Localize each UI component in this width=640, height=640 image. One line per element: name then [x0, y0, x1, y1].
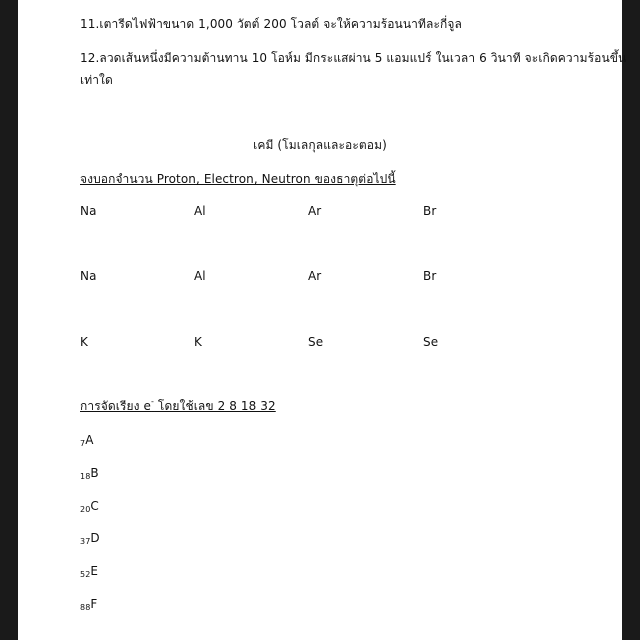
document-page — [18, 0, 627, 640]
element-cell: Na — [80, 204, 97, 218]
config-item — [80, 530, 100, 546]
config-item — [80, 498, 99, 514]
atomic-number: 52 — [80, 570, 91, 579]
element-symbol: C — [90, 499, 99, 513]
atomic-number: 7 — [80, 439, 86, 448]
element-symbol: A — [85, 433, 94, 447]
question-12-line1: 12.ลวดเส้นหนึ่งมีความต้านทาน 10 โอห์ม มีกระแสผ่าน 5 แอมแปร์ ในเวลา 6 วินาที จะเกิดความร้อนขึ้น — [80, 51, 627, 65]
element-cell: Se — [308, 335, 324, 349]
element-cell: K — [80, 335, 88, 349]
question-12-line2: เท่าใด — [80, 73, 113, 87]
config-heading-sup: - — [151, 397, 155, 406]
element-symbol: D — [90, 531, 100, 545]
element-symbol: F — [90, 597, 98, 611]
element-cell: Se — [423, 335, 439, 349]
element-cell: Ar — [308, 269, 322, 283]
element-cell: Br — [423, 269, 437, 283]
element-cell: Al — [194, 204, 206, 218]
particles-heading: จงบอกจำนวน Proton, Electron, Neutron ของธาตุต่อไปนี้ — [80, 172, 396, 186]
config-heading — [80, 398, 276, 414]
config-heading-pre: การจัดเรียง e — [80, 399, 152, 413]
element-cell: Al — [194, 269, 206, 283]
element-symbol: B — [90, 466, 99, 480]
element-cell: Na — [80, 269, 97, 283]
element-cell: Br — [423, 204, 437, 218]
element-cell: K — [194, 335, 202, 349]
atomic-number: 20 — [80, 505, 91, 514]
atomic-number: 37 — [80, 537, 91, 546]
config-item — [80, 432, 94, 448]
question-11: 11.เตารีดไฟฟ้าขนาด 1,000 วัตต์ 200 โวลต์ จะให้ความร้อนนาทีละกี่จูล — [80, 17, 462, 31]
section-title: เคมี (โมเลกุลและอะตอม) — [253, 138, 387, 152]
element-cell: Ar — [308, 204, 322, 218]
config-item — [80, 563, 98, 579]
config-heading-post: โดยใช้เลข 2 8 18 32 — [154, 399, 276, 413]
config-item — [80, 465, 99, 481]
atomic-number: 18 — [80, 472, 91, 481]
atomic-number: 88 — [80, 603, 91, 612]
element-symbol: E — [90, 564, 99, 578]
config-item — [80, 596, 97, 612]
